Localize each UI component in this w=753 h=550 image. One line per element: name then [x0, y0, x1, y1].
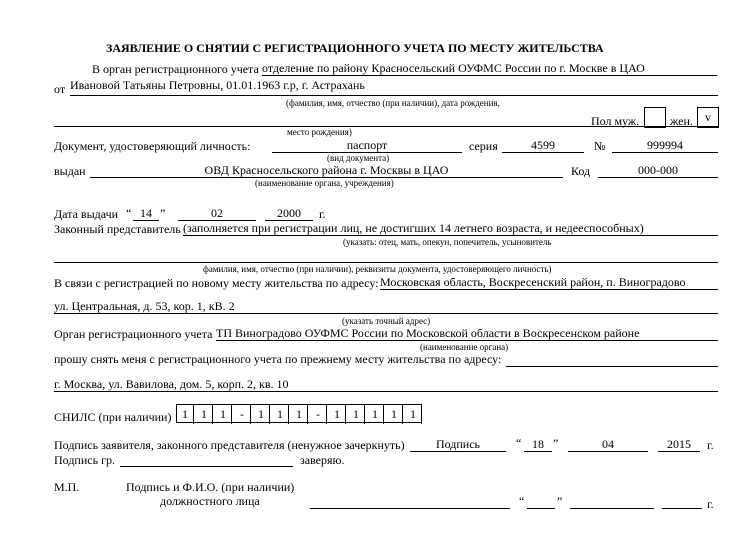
official-label-1: Подпись и Ф.И.О. (при наличии) — [126, 480, 295, 494]
snils-cell[interactable]: 1 — [367, 405, 384, 424]
signature-label: Подпись заявителя, законного представителя (ненужное зачеркнуть) — [54, 438, 405, 452]
series-field[interactable]: 4599 — [502, 138, 584, 153]
snils-cell[interactable]: 1 — [348, 405, 365, 424]
to-organ-label: В орган регистрационного учета — [92, 62, 259, 76]
mp-label: М.П. — [54, 480, 80, 494]
official-close-quote: ” — [557, 494, 563, 508]
document-label: Документ, удостоверяющий личность: — [54, 139, 251, 153]
snils-cell[interactable]: 1 — [253, 405, 270, 424]
reg-organ-hint: (наименование органа) — [420, 342, 509, 352]
number-label: № — [594, 139, 606, 153]
citizen-sign-label: Подпись гр. — [54, 453, 115, 467]
official-open-quote: “ — [519, 494, 525, 508]
official-month-line[interactable] — [570, 508, 654, 509]
from-label: от — [54, 82, 66, 96]
snils-cells[interactable] — [176, 404, 422, 423]
sex-male-label: Пол муж. — [591, 114, 640, 128]
snils-cell[interactable]: 1 — [272, 405, 289, 424]
snils-cell[interactable]: - — [234, 405, 251, 424]
document-type-field[interactable]: паспорт — [272, 138, 462, 153]
official-year-line[interactable] — [662, 508, 702, 509]
issue-date-close-quote: ” — [160, 206, 166, 220]
signature-open-quote: “ — [516, 436, 522, 450]
issued-by-hint: (наименование органа, учреждения) — [255, 178, 394, 188]
snils-cell[interactable]: 1 — [177, 405, 194, 424]
representative-line-2 — [54, 262, 718, 263]
snils-cell[interactable]: 1 — [405, 405, 422, 424]
snils-cell[interactable]: 1 — [291, 405, 308, 424]
code-field[interactable]: 000-000 — [598, 163, 718, 178]
document-type-hint: (вид документа) — [327, 153, 390, 163]
representative-hint-2: фамилия, имя, отчество (при наличии), реквизиты документа, удостоверяющего личность) — [203, 264, 552, 274]
issue-year-field[interactable]: 2000 — [265, 206, 313, 221]
signature-year-field[interactable]: 2015 — [658, 437, 700, 452]
snils-cell[interactable]: 1 — [196, 405, 213, 424]
signature-month-field[interactable]: 04 — [568, 437, 648, 452]
reg-organ-field[interactable]: ТП Виноградово ОУФМС России по Московской области в Воскресенском районе — [216, 326, 718, 341]
signature-close-quote: ” — [553, 436, 559, 450]
representative-hint-1: (указать: отец, мать, опекун, попечитель, усыновитель — [343, 237, 552, 247]
to-organ-field[interactable]: отделение по району Красносельский ОУФМС России по г. Москве в ЦАО — [262, 61, 717, 76]
sex-female-label: жен. — [670, 114, 693, 128]
reg-organ-label: Орган регистрационного учета — [54, 327, 213, 341]
number-field[interactable]: 999994 — [612, 138, 718, 153]
signature-day-field[interactable]: 18 — [524, 437, 552, 452]
form-title: ЗАЯВЛЕНИЕ О СНЯТИИ С РЕГИСТРАЦИОННОГО УЧЕТА ПО МЕСТУ ЖИТЕЛЬСТВА — [106, 41, 604, 55]
old-address-label: прошу снять меня с регистрационного учета по прежнему месту жительства по адресу: — [54, 352, 502, 366]
new-address-field-1[interactable]: Московская область, Воскресенский район, п. Винoградово — [380, 275, 718, 290]
issued-label: выдан — [54, 164, 86, 178]
applicant-name-hint: (фамилия, имя, отчество (при наличии), дата рождения, — [286, 98, 500, 108]
sex-female-checkbox[interactable]: v — [697, 107, 719, 128]
birthplace-line — [54, 126, 718, 127]
snils-label: СНИЛС (при наличии) — [54, 410, 172, 424]
official-day-line[interactable] — [527, 508, 555, 509]
snils-cell[interactable]: - — [310, 405, 327, 424]
issue-year-suffix: г. — [319, 207, 326, 221]
issued-by-field[interactable]: ОВД Красносельского района г. Москвы в ЦАО — [90, 163, 563, 178]
code-label: Код — [571, 164, 591, 178]
issue-date-label: Дата выдачи — [54, 207, 119, 221]
citizen-sign-line[interactable] — [120, 466, 293, 467]
representative-label: Законный представитель — [54, 222, 181, 236]
applicant-name-field[interactable]: Ивановой Татьяны Петровны, 01.01.1963 г.р, г. Астрахань — [70, 78, 718, 96]
official-sign-line[interactable] — [310, 508, 510, 509]
snils-cell[interactable]: 1 — [329, 405, 346, 424]
citizen-sign-suffix: заверяю. — [300, 453, 345, 467]
new-address-label: В связи с регистрацией по новому месту жительства по адресу: — [54, 276, 379, 290]
new-address-hint: (указать точный адрес) — [342, 316, 431, 326]
issue-month-field[interactable]: 02 — [178, 206, 256, 221]
birthplace-hint: место рождения) — [287, 127, 352, 137]
issue-date-open-quote: “ — [126, 206, 132, 220]
signature-year-suffix: г. — [707, 438, 714, 452]
new-address-field-2[interactable]: ул. Центральная, д. 53, кор. 1, кВ. 2 — [54, 299, 718, 314]
sex-male-checkbox[interactable] — [644, 107, 666, 128]
issue-day-field[interactable]: 14 — [133, 206, 159, 221]
series-label: серия — [469, 139, 498, 153]
snils-cell[interactable]: 1 — [386, 405, 403, 424]
old-address-field[interactable]: г. Москва, ул. Вавилова, дом. 5, корп. 2, кв. 10 — [54, 377, 718, 392]
snils-cell[interactable]: 1 — [215, 405, 232, 424]
official-year-suffix: г. — [707, 497, 714, 511]
official-label-2: должностного лица — [160, 494, 260, 508]
signature-field[interactable]: Подпись — [410, 437, 506, 452]
old-address-line-1 — [506, 366, 718, 367]
representative-field[interactable]: (заполняется при регистрации лиц, не достигших 14 летнего возраста, и недееспособных) — [183, 221, 718, 236]
